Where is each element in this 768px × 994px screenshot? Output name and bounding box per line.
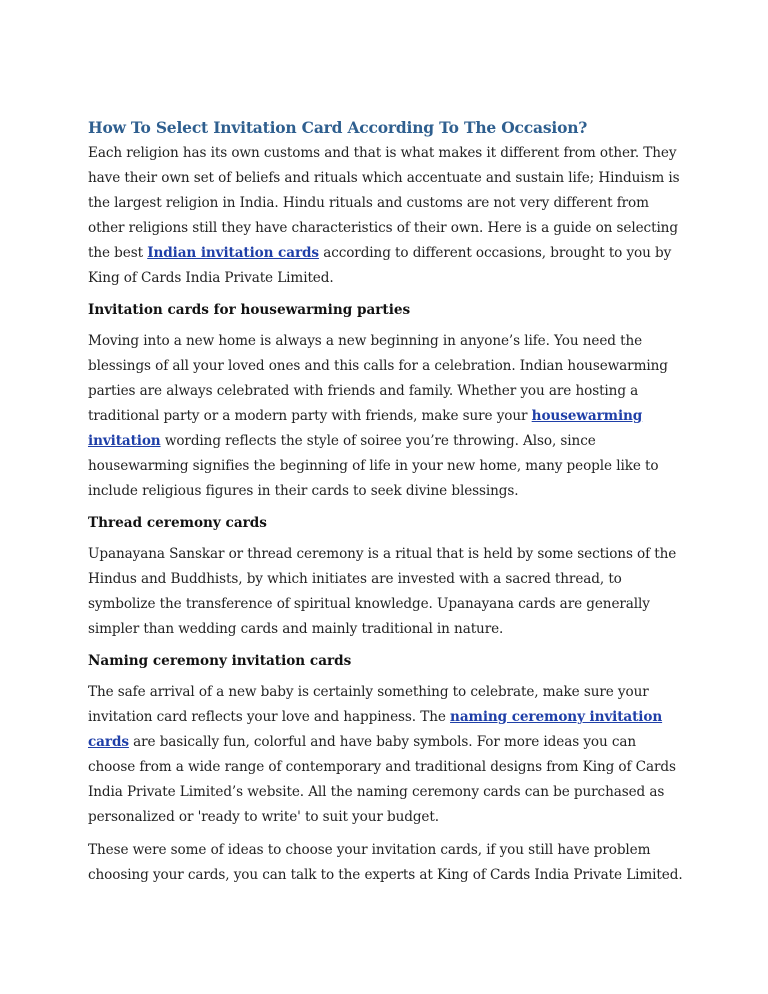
housewarming-text-after: wording reflects the style of soiree you’re throwing. Also, since housewarming signifies the beginning of life in your new home, many people like to include religious figures in their cards to seek divine blessings.	[88, 433, 659, 499]
naming-text-after: are basically fun, colorful and have baby symbols. For more ideas you can choose from a wide range of contemporary and traditional designs from King of Cards India Private Limited’s website. All the naming ceremony cards can be purchased as personalized or 'ready to write' to suit your budget.	[88, 734, 676, 825]
document-page	[88, 117, 684, 896]
intro-paragraph	[88, 141, 684, 291]
thread-ceremony-heading: Thread ceremony cards	[88, 515, 267, 531]
naming-ceremony-paragraph	[88, 680, 684, 830]
housewarming-heading: Invitation cards for housewarming parties	[88, 302, 411, 318]
housewarming-paragraph	[88, 329, 684, 504]
naming-ceremony-heading: Naming ceremony invitation cards	[88, 653, 352, 669]
housewarming-text-before: Moving into a new home is always a new beginning in anyone’s life. You need the blessings of all your loved ones and this calls for a celebration. Indian housewarming parties are always celebrated with friends and family. Whether you are hosting a traditional party or a modern party with friends, make sure your	[88, 333, 668, 424]
page-title: How To Select Invitation Card According To The Occasion?	[88, 118, 588, 137]
naming-text-before: The safe arrival of a new baby is certainly something to celebrate, make sure your invitation card reflects your love and happiness. The	[88, 684, 649, 725]
housewarming-invitation-link[interactable]: housewarming invitation	[88, 408, 643, 449]
closing-paragraph: These were some of ideas to choose your invitation cards, if you still have problem choosing your cards, you can talk to the experts at King of Cards India Private Limited.	[88, 842, 683, 883]
indian-invitation-cards-link[interactable]: Indian invitation cards	[147, 245, 319, 261]
intro-text-after: according to different occasions, brought to you by King of Cards India Private Limited.	[88, 245, 672, 286]
thread-ceremony-paragraph: Upanayana Sanskar or thread ceremony is a ritual that is held by some sections of the Hindus and Buddhists, by which initiates are invested with a sacred thread, to symbolize the transference of spiritual knowledge. Upanayana cards are generally simpler than wedding cards and mainly traditional in nature.	[88, 546, 677, 637]
intro-text-before: Each religion has its own customs and that is what makes it different from other. They have their own set of beliefs and rituals which accentuate and sustain life; Hinduism is the largest religion in India. Hindu rituals and customs are not very different from other religions still they have characteristics of their own. Here is a guide on selecting the best	[88, 145, 680, 261]
naming-ceremony-invitation-link[interactable]: naming ceremony invitation cards	[88, 709, 663, 750]
